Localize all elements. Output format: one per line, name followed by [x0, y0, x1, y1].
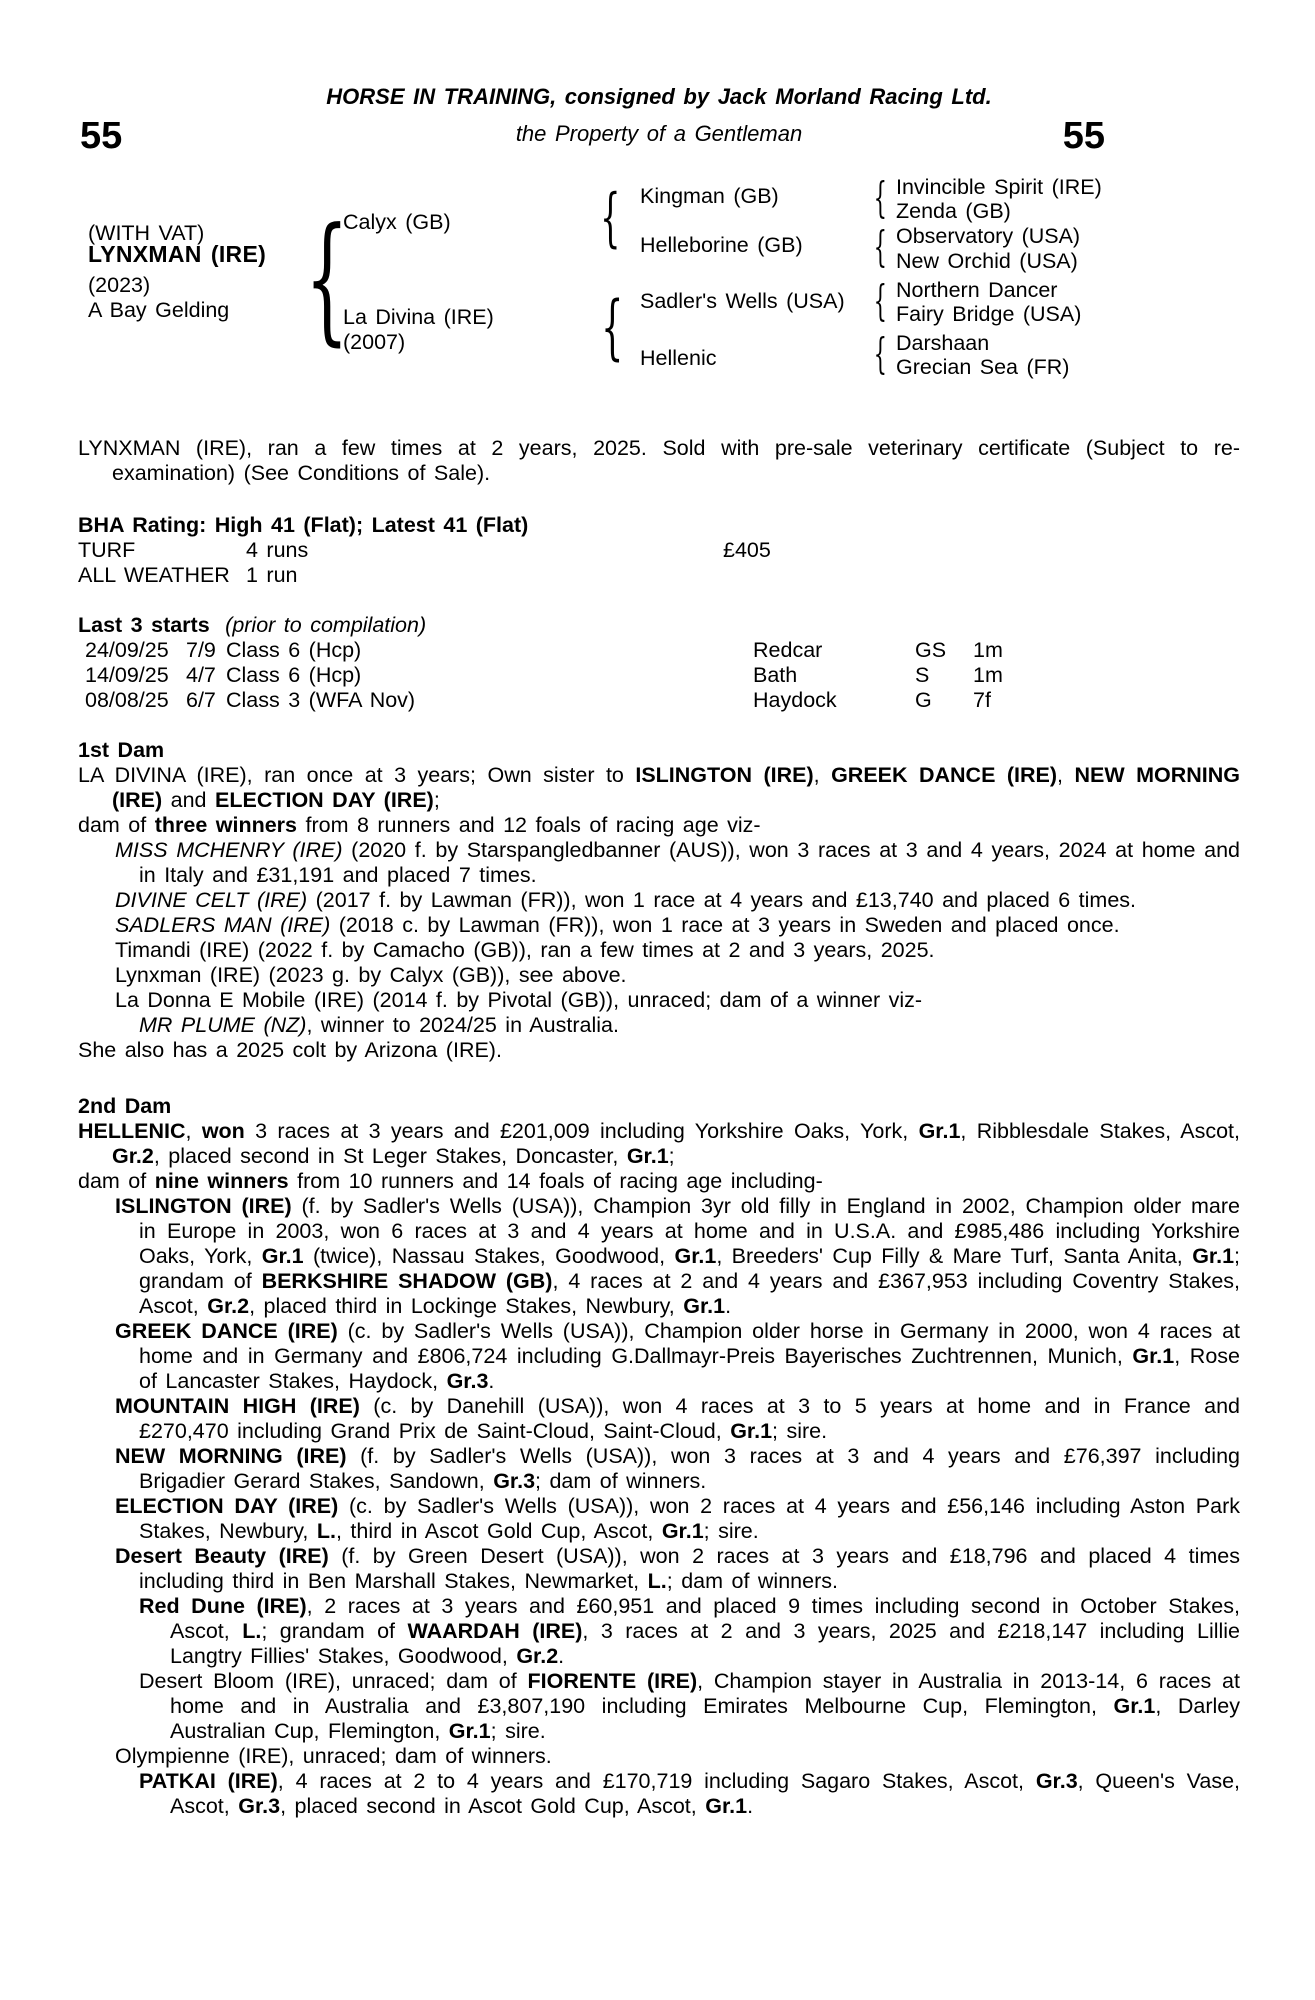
second-dam-heading: 2nd Dam [78, 1094, 172, 1118]
last-3-starts-title: Last 3 starts [78, 613, 210, 637]
dam-summary-paragraph: HELLENIC, won 3 races at 3 years and £201,009 including Yorkshire Oaks, York, Gr.1, Ribblesdale Stakes, Ascot, Gr.2, placed second in St Leger Stakes, Doncaster, Gr.1; [78, 1119, 1240, 1168]
dam-year: (2007) [343, 330, 406, 354]
surface-label: TURF [78, 538, 136, 562]
lot-number-left: 55 [80, 115, 123, 157]
pedigree-brace-icon: { [304, 198, 349, 359]
racecourse: Bath [753, 663, 798, 687]
racecourse: Redcar [753, 638, 823, 662]
gen2-ancestor-name: Hellenic [640, 346, 717, 370]
bha-row [78, 563, 1240, 588]
gen3-ancestor-name: Observatory (USA) [896, 224, 1081, 248]
going-code: S [915, 663, 930, 687]
race-date: 08/08/25 [85, 688, 169, 712]
gen3-ancestor-name: Northern Dancer [896, 278, 1058, 302]
race-class: Class 6 (Hcp) [226, 638, 362, 662]
vat-note: (WITH VAT) [88, 221, 205, 245]
lot-header-row [78, 115, 1240, 157]
sire-name: Calyx (GB) [343, 210, 451, 234]
runs-count: 4 runs [246, 538, 309, 562]
note-paragraph: She also has a 2025 colt by Arizona (IRE). [78, 1038, 502, 1062]
horse-description: A Bay Gelding [88, 298, 230, 322]
offspring-entry: ISLINGTON (IRE) (f. by Sadler's Wells (USA)), Champion 3yr old filly in England in 2002, Champion older mare in Europe in 2003, won 6 races at 3 and 4 years at home and in U.S.A. and £985,486 including Yorkshire Oaks, York, Gr.1 (twice), Nassau Stakes, Goodwood, Gr.1, Breeders' Cup Filly & Mare Turf, Santa Anita, Gr.1; grandam of BERKSHIRE SHADOW (GB), 4 races at 2 and 4 years and £367,953 including Coventry Stakes, Ascot, Gr.2, placed third in Lockinge Stakes, Newbury, Gr.1. [115, 1194, 1241, 1318]
pedigree-brace-icon: { [873, 276, 888, 325]
offspring-entry: SADLERS MAN (IRE) (2018 c. by Lawman (FR)), won 1 race at 3 years in Sweden and placed once. [115, 913, 1120, 937]
gen2-ancestor-name: Helleborine (GB) [640, 233, 803, 257]
pedigree-brace-icon: { [873, 173, 888, 222]
offspring-entry: MISS MCHENRY (IRE) (2020 f. by Starspangledbanner (AUS)), won 3 races at 3 and 4 years, 2024 at home and in Italy and £31,191 and placed 7 times. [115, 838, 1240, 887]
last-3-starts-heading [78, 613, 1240, 638]
race-date: 24/09/25 [85, 638, 169, 662]
offspring-entry: Red Dune (IRE), 2 races at 3 years and £60,951 and placed 9 times including second in October Stakes, Ascot, L.; grandam of WAARDAH (IRE), 3 races at 2 and 3 years, 2025 and £218,147 including Lillie Langtry Fillies' Stakes, Goodwood, Gr.2. [139, 1594, 1241, 1668]
race-distance: 7f [973, 688, 991, 712]
race-result-row [78, 663, 1240, 688]
gen3-ancestor-name: Darshaan [896, 331, 990, 355]
offspring-entry: Desert Beauty (IRE) (f. by Green Desert (USA)), won 2 races at 3 years and £18,796 and placed 4 times including third in Ben Marshall Stakes, Newmarket, L.; dam of winners. [115, 1544, 1240, 1593]
race-class: Class 3 (WFA Nov) [226, 688, 416, 712]
produce-record-intro: dam of nine winners from 10 runners and 14 foals of racing age including- [78, 1169, 823, 1193]
offspring-entry: Olympienne (IRE), unraced; dam of winners. [115, 1744, 552, 1768]
first-dam-section [78, 738, 1240, 1063]
lot-number-right: 55 [1062, 115, 1105, 157]
property-line: the Property of a Gentleman [515, 121, 803, 146]
dam-name: La Divina (IRE) [343, 305, 494, 329]
pedigree-brace-icon: { [600, 181, 621, 255]
offspring-entry: Lynxman (IRE) (2023 g. by Calyx (GB)), see above. [115, 963, 627, 987]
pedigree-brace-icon: { [873, 222, 888, 271]
produce-record-intro: dam of three winners from 8 runners and 12 foals of racing age viz- [78, 813, 761, 837]
gen3-ancestor-name: Invincible Spirit (IRE) [896, 175, 1102, 199]
offspring-entry: MOUNTAIN HIGH (IRE) (c. by Danehill (USA)), won 4 races at 3 to 5 years at home and in France and £270,470 including Grand Prix de Saint-Cloud, Saint-Cloud, Gr.1; sire. [115, 1394, 1241, 1443]
foaling-year: (2023) [88, 273, 151, 297]
offspring-entry: NEW MORNING (IRE) (f. by Sadler's Wells (USA)), won 3 races at 3 and 4 years and £76,397 including Brigadier Gerard Stakes, Sandown, Gr.3; dam of winners. [115, 1444, 1240, 1493]
pedigree-chart [78, 169, 1240, 383]
going-code: G [915, 688, 932, 712]
race-distance: 1m [973, 663, 1003, 687]
first-dam-heading: 1st Dam [78, 738, 165, 762]
pedigree-brace-icon: { [601, 286, 624, 368]
intro-paragraph: LYNXMAN (IRE), ran a few times at 2 years, 2025. Sold with pre-sale veterinary certificate (Subject to re-examination) (See Conditions of Sale). [78, 436, 1240, 485]
gen3-ancestor-name: Zenda (GB) [896, 199, 1011, 223]
offspring-entry: PATKAI (IRE), 4 races at 2 to 4 years and £170,719 including Sagaro Stakes, Ascot, Gr.3, Queen's Vase, Ascot, Gr.3, placed second in Ascot Gold Cup, Ascot, Gr.1. [139, 1769, 1241, 1818]
gen2-ancestor-name: Kingman (GB) [640, 184, 779, 208]
gen3-ancestor-name: Fairy Bridge (USA) [896, 302, 1082, 326]
bha-row [78, 538, 1240, 563]
horse-name: LYNXMAN (IRE) [88, 241, 267, 267]
gen2-ancestor-name: Sadler's Wells (USA) [640, 289, 845, 313]
finish-position: 6/7 [186, 688, 216, 712]
earnings-value: £405 [723, 538, 771, 562]
race-class: Class 6 (Hcp) [226, 663, 362, 687]
gen3-ancestor-name: Grecian Sea (FR) [896, 355, 1070, 379]
dam-summary-paragraph: LA DIVINA (IRE), ran once at 3 years; Own sister to ISLINGTON (IRE), GREEK DANCE (IRE), NEW MORNING (IRE) and ELECTION DAY (IRE); [78, 763, 1240, 812]
offspring-entry: La Donna E Mobile (IRE) (2014 f. by Pivotal (GB)), unraced; dam of a winner viz- [115, 988, 923, 1012]
gen3-ancestor-name: New Orchid (USA) [896, 249, 1078, 273]
offspring-entry: ELECTION DAY (IRE) (c. by Sadler's Wells (USA)), won 2 races at 4 years and £56,146 including Aston Park Stakes, Newbury, L., third in Ascot Gold Cup, Ascot, Gr.1; sire. [115, 1494, 1240, 1543]
finish-position: 4/7 [186, 663, 216, 687]
consignor-line: HORSE IN TRAINING, consigned by Jack Morland Racing Ltd. [326, 84, 992, 109]
finish-position: 7/9 [186, 638, 216, 662]
surface-label: ALL WEATHER [78, 563, 230, 587]
race-distance: 1m [973, 638, 1003, 662]
last-3-starts-note: (prior to compilation) [225, 613, 427, 637]
bha-rating-heading: BHA Rating: High 41 (Flat); Latest 41 (Flat) [78, 513, 529, 537]
pedigree-brace-icon: { [873, 329, 888, 378]
offspring-entry: MR PLUME (NZ), winner to 2024/25 in Australia. [139, 1013, 619, 1037]
race-result-row [78, 688, 1240, 713]
race-date: 14/09/25 [85, 663, 169, 687]
offspring-entry: Timandi (IRE) (2022 f. by Camacho (GB)), ran a few times at 2 and 3 years, 2025. [115, 938, 935, 962]
offspring-entry: GREEK DANCE (IRE) (c. by Sadler's Wells (USA)), Champion older horse in Germany in 2000, won 4 races at home and in Germany and £806,724 including G.Dallmayr-Preis Bayerisches Zuchtrennen, Munich, Gr.1, Rose of Lancaster Stakes, Haydock, Gr.3. [115, 1319, 1241, 1393]
bha-rating-section [78, 513, 1240, 588]
offspring-entry: Desert Bloom (IRE), unraced; dam of FIORENTE (IRE), Champion stayer in Australia in 2013-14, 6 races at home and in Australia and £3,807,190 including Emirates Melbourne Cup, Flemington, Gr.1, Darley Australian Cup, Flemington, Gr.1; sire. [139, 1669, 1241, 1743]
last-3-starts-section [78, 613, 1240, 713]
going-code: GS [915, 638, 947, 662]
offspring-entry: DIVINE CELT (IRE) (2017 f. by Lawman (FR)), won 1 race at 4 years and £13,740 and placed 6 times. [115, 888, 1137, 912]
race-result-row [78, 638, 1240, 663]
second-dam-section [78, 1094, 1240, 1819]
runs-count: 1 run [246, 563, 298, 587]
racecourse: Haydock [753, 688, 837, 712]
